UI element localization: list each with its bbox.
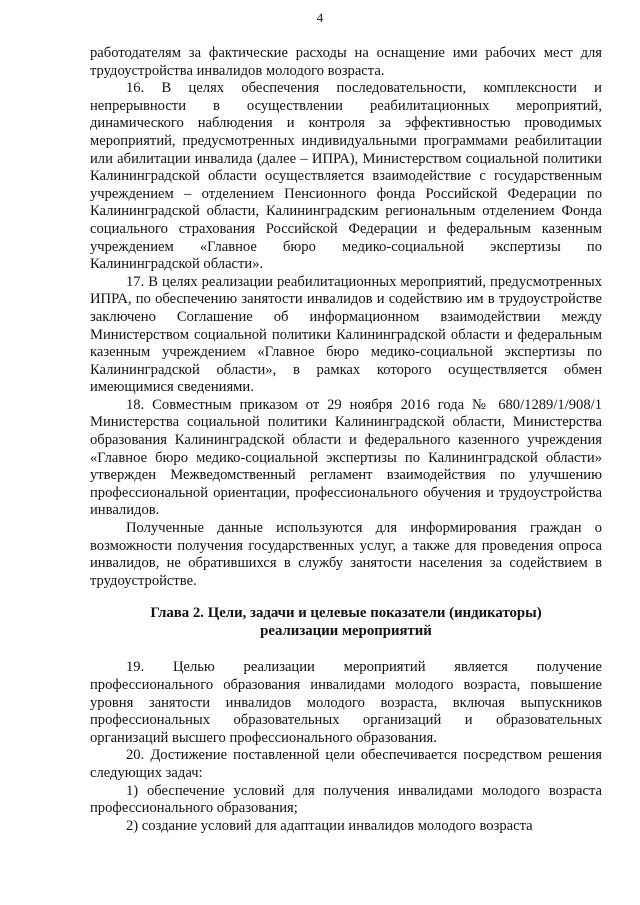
paragraph-16: 16. В целях обеспечения последовательности, комплексности и непрерывности в осуществлении реабилитационных мероприятий, динамического наблюдения и контроля за эффективностью проводимых мероприятий, предусмотренных индивидуальными программами реабилитации или абилитации инвалида (далее – ИПРА), Министерством социальной политики Калининградской области осуществляется взаимодействие с государственным учреждением – отделением Пенсионного фонда Российской Федерации по Калининградской области, Калининградским региональным отделением Фонда социального страхования Российской Федерации и федеральным казенным учреждением «Главное бюро медико-социальной экспертизы по Калининградской области». [90,80,602,273]
chapter-heading-line-1: Глава 2. Цели, задачи и целевые показатели (индикаторы) [150,605,542,622]
document-body [90,45,602,835]
task-item-2: 2) создание условий для адаптации инвалидов молодого возраста [126,817,533,834]
page-number: 4 [316,10,324,25]
chapter-heading-line-2: реализации мероприятий [260,623,432,640]
paragraph-18: 18. Совместным приказом от 29 ноября 2016 года № 680/1289/1/908/1 Министерства социальной политики Калининградской области, Министерства образования Калининградской области и федерального казенного учреждения «Главное бюро медико-социальной экспертизы по Калининградской области» утвержден Межведомственный регламент взаимодействия по улучшению профессиональной ориентации, профессионального обучения и трудоустройства инвалидов. [90,396,602,519]
chapter-2-heading [90,604,602,640]
task-item-1: 1) обеспечение условий для получения инвалидами молодого возраста профессионального образования; [90,782,602,817]
paragraph-20: 20. Достижение поставленной цели обеспечивается посредством решения следующих задач: [90,747,602,781]
paragraph-continuation: работодателям за фактические расходы на оснащение ими рабочих мест для трудоустройства инвалидов молодого возраста. [90,45,602,79]
paragraph-17: 17. В целях реализации реабилитационных мероприятий, предусмотренных ИПРА, по обеспечению занятости инвалидов и содействию им в трудоустройстве заключено Соглашение об информационном взаимодействии между Министерством социальной политики Калининградской области и федеральным казенным учреждением «Главное бюро медико-социальной экспертизы по Калининградской области», в рамках которого осуществляется обмен имеющимися сведениями. [90,273,602,396]
paragraph-19: 19. Целью реализации мероприятий является получение профессионального образования инвалидами молодого возраста, повышение уровня занятости инвалидов молодого возраста, включая выпускников профессиональных образовательных организаций и образовательных организаций высшего профессионального образования. [90,659,602,746]
paragraph-data-usage: Полученные данные используются для информирования граждан о возможности получения государственных услуг, а также для проведения опроса инвалидов, не обратившихся в службу занятости населения за содействием в трудоустройстве. [90,520,602,589]
